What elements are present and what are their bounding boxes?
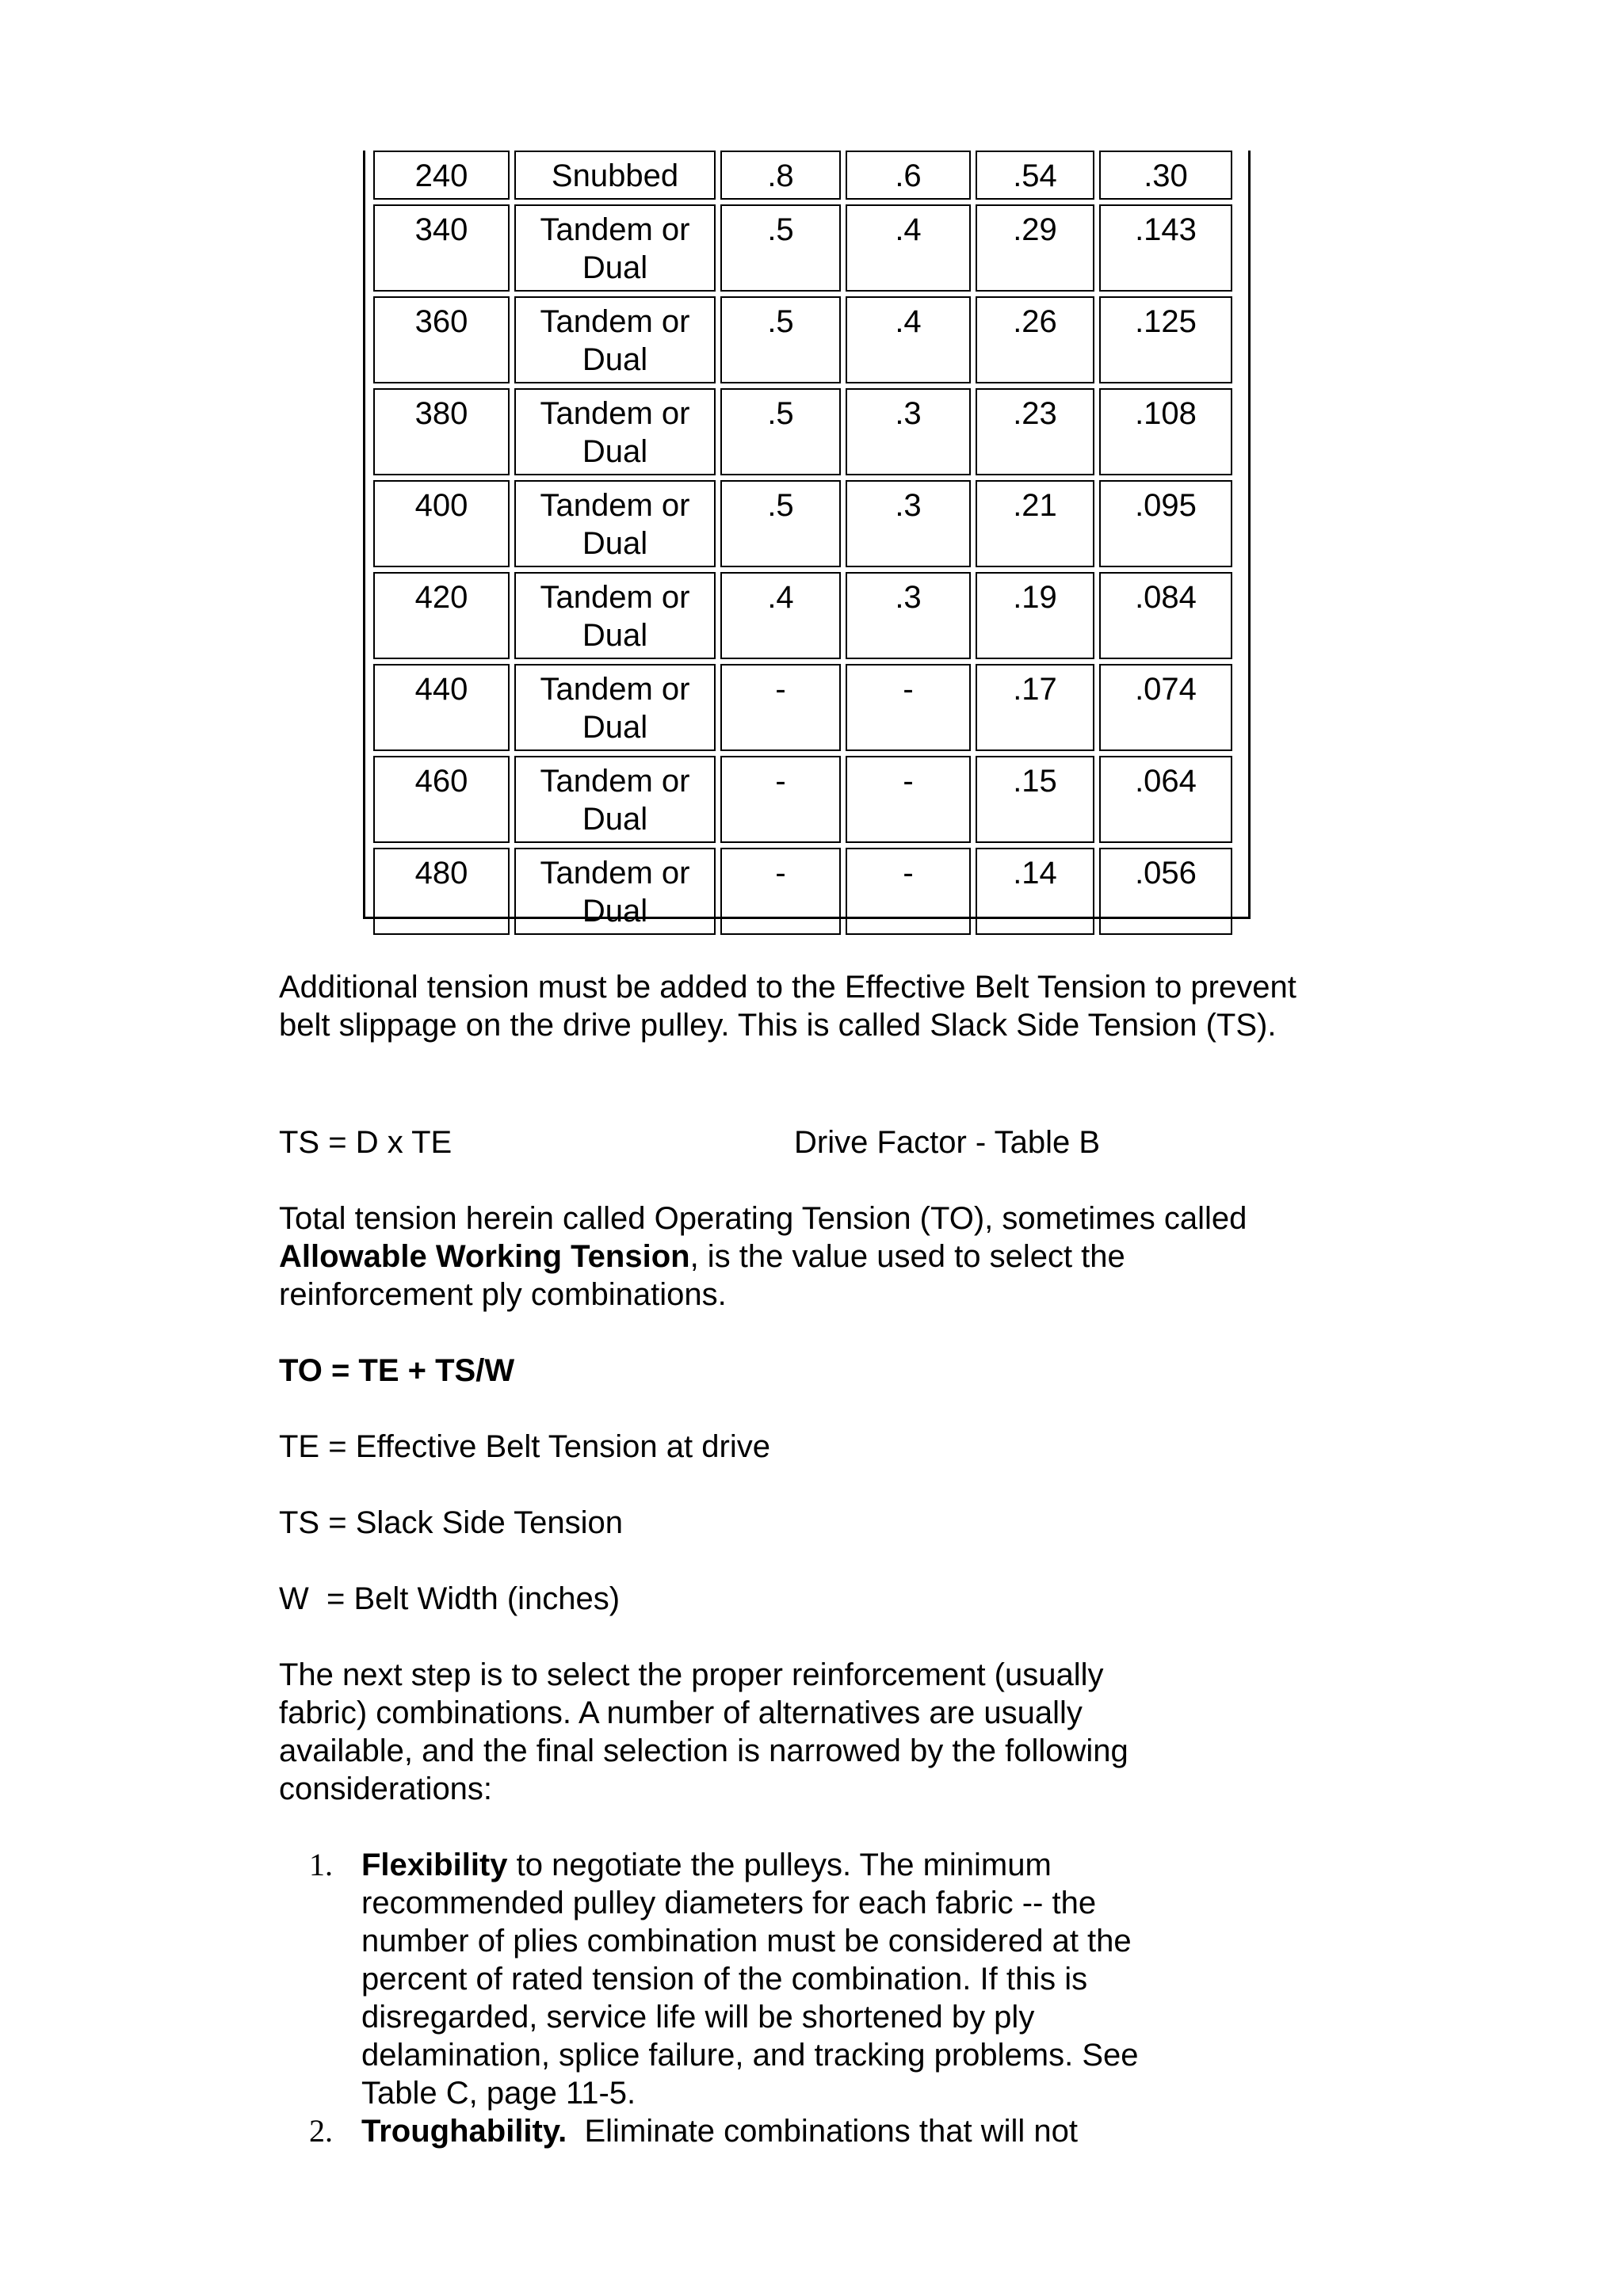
formula-to: TO = TE + TS/W xyxy=(279,1353,515,1388)
considerations-list xyxy=(279,1846,1198,2150)
list-item-text: to negotiate the pulleys. The minimum recommended pulley diameters for each fabric -- the number of plies combination must be considered at the percent of rated tension of the combination. If this is disregarded, service life will be shortened by ply delamination, splice failure, and tracking problems. See Table C, page 11-5. xyxy=(361,1848,1139,2111)
table-row xyxy=(373,480,1232,567)
paragraph-text: , is the value used to select the reinforcement ply combinations. xyxy=(279,1239,1125,1312)
table-row xyxy=(373,664,1232,751)
allowable-working-tension-term: Allowable Working Tension xyxy=(279,1239,690,1274)
table-cell-value: .143 xyxy=(1099,204,1232,292)
table-cell-value: - xyxy=(720,848,841,935)
table-cell-value: - xyxy=(720,664,841,751)
table-cell-value: .3 xyxy=(846,480,971,567)
table-cell-value: .5 xyxy=(720,296,841,383)
table-cell-value: .5 xyxy=(720,388,841,475)
table-row xyxy=(373,296,1232,383)
table-cell-value: .30 xyxy=(1099,151,1232,200)
table-cell-value: .3 xyxy=(846,388,971,475)
table-cell-wrap-angle: 440 xyxy=(373,664,510,751)
table-row xyxy=(373,388,1232,475)
table-cell-value: - xyxy=(846,848,971,935)
table-cell-drive-type: Tandem or Dual xyxy=(514,388,716,475)
table-cell-value: .15 xyxy=(976,756,1094,843)
table-cell-wrap-angle: 340 xyxy=(373,204,510,292)
table-cell-value: - xyxy=(846,756,971,843)
list-item xyxy=(279,2112,1198,2150)
formula-ts: TS = D x TE xyxy=(279,1125,453,1160)
list-item-term: Troughability. xyxy=(361,2114,567,2149)
table-cell-value: .21 xyxy=(976,480,1094,567)
table-cell-value: .6 xyxy=(846,151,971,200)
table-cell-value: .23 xyxy=(976,388,1094,475)
drive-factor-table-frame xyxy=(363,151,1251,929)
table-cell-value: .084 xyxy=(1099,572,1232,659)
table-cell-value: .4 xyxy=(846,296,971,383)
paragraph-next-step: The next step is to select the proper reinforcement (usually fabric) combinations. A number of alternatives are usually available, and the final selection is narrowed by the following considerations: xyxy=(279,1657,1128,1806)
table-cell-value: .095 xyxy=(1099,480,1232,567)
table-cell-value: .8 xyxy=(720,151,841,200)
table-cell-value: .26 xyxy=(976,296,1094,383)
table-cell-drive-type: Tandem or Dual xyxy=(514,204,716,292)
table-cell-value: .108 xyxy=(1099,388,1232,475)
table-cell-wrap-angle: 380 xyxy=(373,388,510,475)
table-cell-wrap-angle: 460 xyxy=(373,756,510,843)
list-item-number: 2. xyxy=(309,2113,333,2149)
table-cell-value: .4 xyxy=(846,204,971,292)
table-cell-value: .064 xyxy=(1099,756,1232,843)
table-cell-value: .54 xyxy=(976,151,1094,200)
list-item xyxy=(279,1846,1198,2112)
definition-te: TE = Effective Belt Tension at drive xyxy=(279,1429,770,1464)
table-cell-value: .125 xyxy=(1099,296,1232,383)
drive-factor-table xyxy=(369,146,1237,940)
table-cell-value: .056 xyxy=(1099,848,1232,935)
table-cell-wrap-angle: 480 xyxy=(373,848,510,935)
table-cell-drive-type: Tandem or Dual xyxy=(514,848,716,935)
table-row xyxy=(373,572,1232,659)
definition-ts: TS = Slack Side Tension xyxy=(279,1505,623,1540)
table-cell-value: .5 xyxy=(720,204,841,292)
table-row xyxy=(373,151,1232,200)
table-cell-value: .4 xyxy=(720,572,841,659)
table-cell-value: - xyxy=(720,756,841,843)
formula-ts-row xyxy=(279,1123,1309,1161)
table-cell-drive-type: Tandem or Dual xyxy=(514,756,716,843)
table-cell-value: .074 xyxy=(1099,664,1232,751)
definition-w: W = Belt Width (inches) xyxy=(279,1581,621,1616)
table-cell-drive-type: Tandem or Dual xyxy=(514,572,716,659)
table-cell-value: .5 xyxy=(720,480,841,567)
table-row xyxy=(373,756,1232,843)
table-cell-value: .19 xyxy=(976,572,1094,659)
table-row xyxy=(373,848,1232,935)
formula-ts-note: Drive Factor - Table B xyxy=(794,1125,1101,1160)
table-row xyxy=(373,204,1232,292)
table-cell-drive-type: Tandem or Dual xyxy=(514,480,716,567)
paragraph-operating-tension xyxy=(279,1199,1309,1314)
list-item-number: 1. xyxy=(309,1847,333,1882)
list-item-term: Flexibility xyxy=(361,1848,508,1882)
list-item-text: Eliminate combinations that will not xyxy=(567,2114,1079,2149)
table-cell-drive-type: Snubbed xyxy=(514,151,716,200)
table-cell-value: .17 xyxy=(976,664,1094,751)
table-cell-value: .14 xyxy=(976,848,1094,935)
table-cell-drive-type: Tandem or Dual xyxy=(514,664,716,751)
table-cell-wrap-angle: 400 xyxy=(373,480,510,567)
table-body xyxy=(373,151,1232,935)
paragraph-text: Total tension herein called Operating Tension (TO), sometimes called xyxy=(279,1201,1247,1236)
table-cell-wrap-angle: 420 xyxy=(373,572,510,659)
paragraph-slack-side-tension: Additional tension must be added to the Effective Belt Tension to prevent belt slippage on the drive pulley. This is called Slack Side Tension (TS). xyxy=(279,970,1296,1043)
table-cell-drive-type: Tandem or Dual xyxy=(514,296,716,383)
table-cell-value: - xyxy=(846,664,971,751)
table-cell-value: .29 xyxy=(976,204,1094,292)
table-cell-wrap-angle: 240 xyxy=(373,151,510,200)
table-cell-wrap-angle: 360 xyxy=(373,296,510,383)
table-cell-value: .3 xyxy=(846,572,971,659)
